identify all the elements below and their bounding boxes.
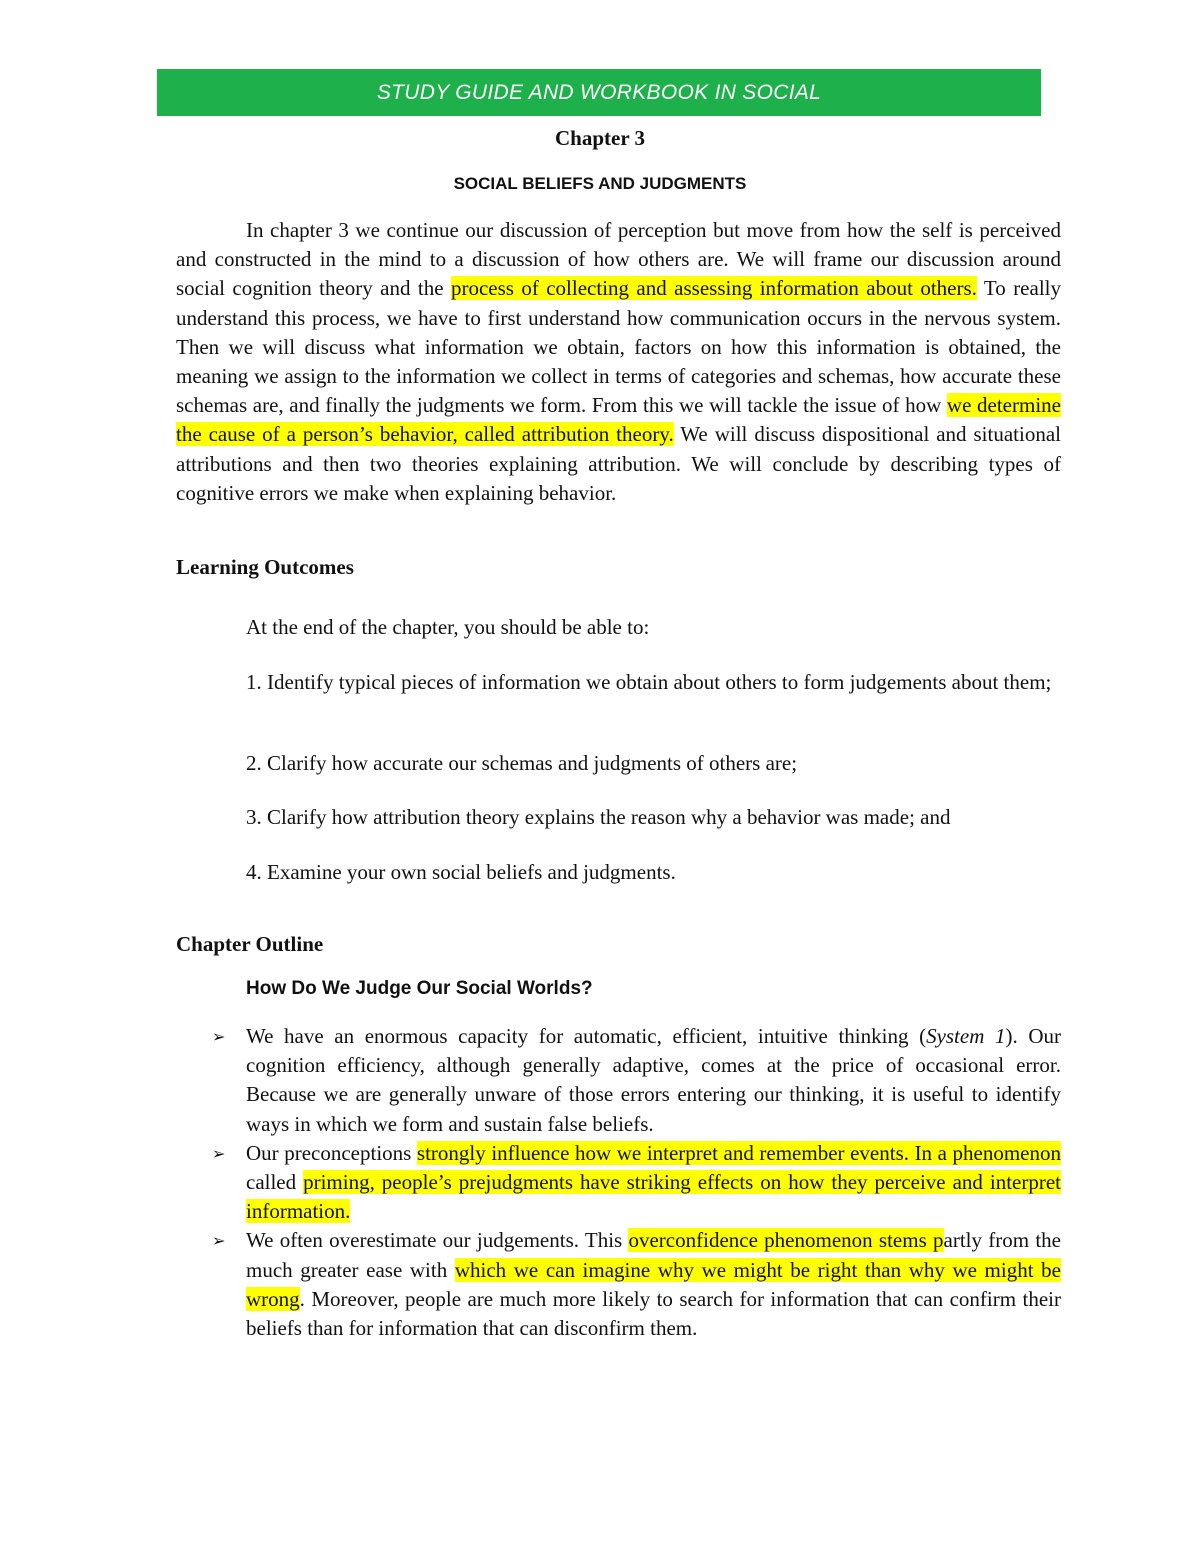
bullet-2-highlight-2: priming, people’s prejudgments have striking effects on how they perceive and interpret information.	[246, 1170, 1061, 1224]
bullet-3-text-3: . Moreover, people are much more likely to search for information that can confirm their beliefs than for information that can disconfirm them.	[246, 1286, 1061, 1341]
chapter-outline-heading: Chapter Outline	[176, 932, 324, 956]
bullet-item-3	[190, 1226, 1061, 1343]
bullet-3-highlight-1: overconfidence phenomenon stems p	[628, 1228, 944, 1253]
intro-text-3: We will discuss dispositional and situational attributions and then two theories explaining attribution. We will conclude by describing types of cognitive errors we make when explaining behavior.	[176, 422, 1061, 505]
banner-text: STUDY GUIDE AND WORKBOOK IN SOCIAL	[376, 80, 822, 104]
intro-text-1: In chapter 3 we continue our discussion of perception but move from how the self is perceived and constructed in the mind to a discussion of how others are. We will frame our discussion around social cognition theory and the	[176, 218, 1061, 301]
bullet-1-text-2: ). Our cognition efficiency, although generally adaptive, comes at the price of occasional error. Because we are generally unware of those errors entering our thinking, it is useful to identify ways in which we form and sustain false beliefs.	[246, 1024, 1061, 1136]
intro-highlight-2: we determine the cause of a person’s behavior, called attribution theory.	[176, 393, 1061, 447]
outcome-item-2: 2. Clarify how accurate our schemas and judgments of others are;	[246, 751, 798, 775]
outline-bullet-list	[190, 1022, 1061, 1343]
intro-paragraph	[176, 216, 1061, 508]
bullet-3-text-1: We often overestimate our judgements. This	[246, 1228, 629, 1253]
header-banner	[157, 69, 1041, 116]
outline-subheading: How Do We Judge Our Social Worlds?	[246, 978, 593, 999]
arrowhead-bullet-icon: ➢	[212, 1231, 226, 1251]
bullet-1-italic: System 1	[926, 1024, 1006, 1048]
outcome-item-1: 1. Identify typical pieces of information we obtain about others to form judgements about them;	[246, 670, 1052, 694]
outcome-item-3: 3. Clarify how attribution theory explains the reason why a behavior was made; and	[246, 805, 951, 829]
intro-text-2: To really understand this process, we have to first understand how communication occurs in the nervous system. Then we will discuss what information we obtain, factors on how this information is obtained, the meaning we assign to the information we collect in terms of categories and schemas, how accurate these schemas are, and finally the judgments we form. From this we will tackle the issue of how	[176, 276, 1061, 418]
outcome-item-4: 4. Examine your own social beliefs and judgments.	[246, 860, 676, 884]
learning-outcomes-intro: At the end of the chapter, you should be able to:	[246, 615, 650, 639]
bullet-2-text-2: called	[246, 1170, 304, 1195]
bullet-3-text-2: artly from the much greater ease with	[246, 1228, 1061, 1282]
chapter-title: SOCIAL BELIEFS AND JUDGMENTS	[453, 174, 747, 193]
bullet-2-text-1: Our preconceptions	[246, 1140, 417, 1165]
bullet-item-2	[190, 1139, 1061, 1227]
bullet-1-text-1: We have an enormous capacity for automatic, efficient, intuitive thinking (	[246, 1024, 927, 1048]
arrowhead-bullet-icon: ➢	[212, 1143, 226, 1163]
intro-highlight-1: process of collecting and assessing information about others.	[450, 276, 977, 301]
chapter-label: Chapter 3	[554, 126, 646, 150]
learning-outcomes-heading: Learning Outcomes	[176, 555, 354, 579]
bullet-2-highlight-1: strongly influence how we interpret and remember events. In a phenomenon	[416, 1140, 1061, 1165]
bullet-item-1	[190, 1022, 1061, 1139]
bullet-3-highlight-2: which we can imagine why we might be right than why we might be wrong	[246, 1257, 1061, 1311]
arrowhead-bullet-icon: ➢	[212, 1027, 226, 1046]
